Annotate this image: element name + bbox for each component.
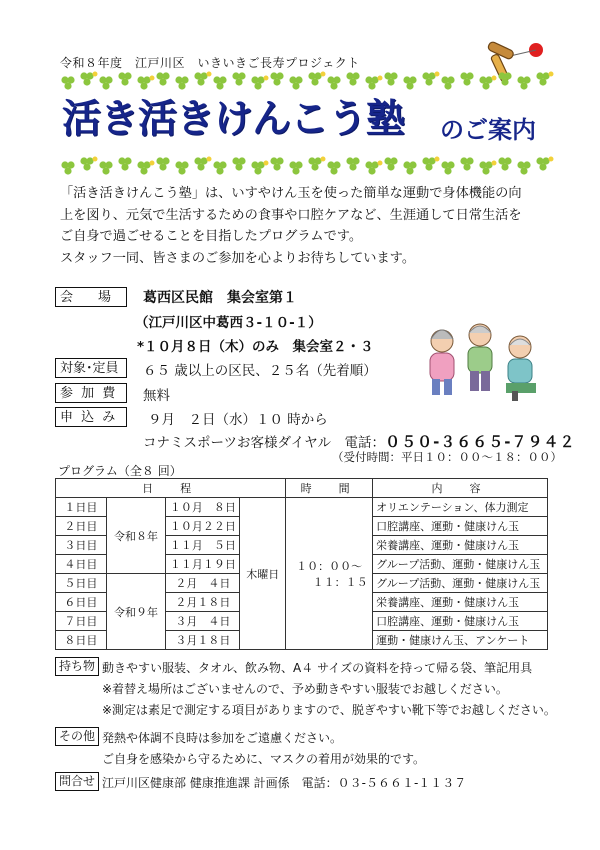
contact-label: 問合せ [55, 772, 99, 791]
clover-icon [403, 76, 416, 89]
content-cell: 栄養講座、運動・健康けん玉 [373, 536, 548, 555]
clover-icon [422, 72, 439, 86]
weekday-cell: 木曜日 [240, 498, 286, 650]
content-cell: 口腔講座、運動・健康けん玉 [373, 612, 548, 631]
date-cell: １０月 ８日 [166, 498, 240, 517]
clover-icon [384, 72, 397, 85]
clover-icon [99, 161, 112, 174]
day-number: １日目 [56, 498, 107, 517]
day-number: ３日目 [56, 536, 107, 555]
clover-icon [536, 157, 553, 171]
day-number: ５日目 [56, 574, 107, 593]
page-subtitle: のご案内 [440, 116, 536, 144]
clover-icon [365, 161, 382, 175]
clover-icon [517, 161, 530, 174]
dial-phone: ０５０-３６６５-７９４２ [385, 433, 576, 451]
clover-icon [137, 161, 154, 175]
clover-icon [156, 72, 169, 85]
year-cell: 令和９年 [106, 574, 166, 650]
clover-icon [460, 157, 473, 170]
clover-icon [270, 72, 283, 85]
bring-line: 動きやすい服装、タオル、飲み物、A４ サイズの資料を持って帰る袋、筆記用具 [102, 661, 533, 675]
clover-icon [156, 157, 169, 170]
day-number: ８日目 [56, 631, 107, 650]
clover-icon [327, 161, 340, 174]
clover-icon [498, 157, 511, 170]
bring-note: ※測定は素足で測定する項目がありますので、脱ぎやすい靴下等でお越しください。 [102, 703, 556, 717]
content-cell: オリエンテーション、体力測定 [373, 498, 548, 517]
bring-label: 持ち物 [55, 657, 99, 676]
apply-value: ９月 ２日（水）１０ 時から [148, 412, 328, 428]
venue-address: （江戸川区中葛西３-１０-１） [135, 315, 322, 331]
bring-note: ※着替え場所はございませんので、予め動きやすい服装でお越しください。 [102, 682, 508, 696]
bottom-vine-decoration [60, 155, 555, 177]
content-cell: グループ活動、運動・健康けん玉 [373, 574, 548, 593]
clover-icon [118, 72, 131, 85]
day-number: ２日目 [56, 517, 107, 536]
fee-label: 参 加 費 [55, 383, 127, 403]
clover-icon [194, 157, 211, 171]
venue-name: 葛西区民館 集会室第１ [143, 290, 297, 306]
contact-value: 江戸川区健康部 健康推進課 計画係 電話：０３-５６６１-１１３７ [102, 776, 467, 790]
clover-icon [175, 161, 188, 174]
clover-icon [270, 157, 283, 170]
year-cell: 令和８年 [106, 498, 166, 574]
clover-icon [213, 161, 226, 174]
program-caption: プログラム（全８ 回） [58, 464, 182, 478]
header-schedule: 日 程 [56, 479, 286, 498]
target-label: 対象･定員 [55, 358, 127, 378]
venue-label: 会 場 [55, 287, 127, 307]
clover-icon [232, 157, 245, 170]
dial-hours: （受付時間：平日１０：００～１８：００） [332, 450, 562, 464]
day-number: ６日目 [56, 593, 107, 612]
intro-line: スタッフ一同、皆さまのご参加を心よりお待ちしています。 [60, 250, 416, 266]
venue-note: *１０月８日（木）のみ 集会室２・３ [137, 339, 374, 355]
target-value: ６５ 歳以上の区民、２５名（先着順） [143, 363, 377, 379]
intro-line: 上を図り、元気で生活するための食事や口腔ケアなど、生涯通して日常生活を [60, 207, 522, 223]
date-cell: ３月 ４日 [166, 612, 240, 631]
clover-icon [61, 161, 74, 174]
clover-icon [460, 72, 473, 85]
clover-icon [118, 157, 131, 170]
program-table [55, 478, 548, 650]
header-content: 内 容 [373, 479, 548, 498]
day-number: ４日目 [56, 555, 107, 574]
intro-text [60, 183, 560, 269]
other-line: 発熱や体調不良時は参加をご遠慮ください。 [102, 731, 343, 745]
fee-value: 無料 [143, 388, 170, 404]
clover-icon [479, 76, 496, 90]
clover-icon [346, 157, 359, 170]
clover-icon [80, 72, 97, 86]
clover-icon [403, 161, 416, 174]
clover-icon [251, 161, 268, 175]
date-cell: １０月２２日 [166, 517, 240, 536]
other-line: ご自身を感染から守るために、マスクの着用が効果的です。 [102, 752, 426, 766]
date-cell: ２月 ４日 [166, 574, 240, 593]
date-cell: １１月１９日 [166, 555, 240, 574]
clover-icon [289, 161, 302, 174]
project-header: 令和８年度 江戸川区 いきいきご長寿プロジェクト [60, 56, 360, 70]
clover-icon [479, 161, 496, 175]
time-cell [286, 498, 373, 650]
date-cell: ３月１８日 [166, 631, 240, 650]
content-cell: 栄養講座、運動・健康けん玉 [373, 593, 548, 612]
clover-icon [308, 72, 325, 86]
elderly-people-illustration [420, 313, 550, 407]
header-time: 時 間 [286, 479, 373, 498]
intro-line: ご自身で過ごせることを目指したプログラムです。 [60, 229, 363, 244]
content-cell: 運動・健康けん玉、アンケート [373, 631, 548, 650]
clover-icon [441, 161, 454, 174]
day-number: ７日目 [56, 612, 107, 631]
clover-icon [384, 157, 397, 170]
clover-icon [80, 157, 97, 171]
table-header-row [56, 479, 548, 498]
table-row [56, 498, 548, 517]
clover-icon [498, 72, 511, 85]
page-title: 活き活きけんこう塾 [62, 97, 405, 142]
time-end: １１：１５ [312, 575, 368, 589]
clover-icon [536, 72, 553, 86]
other-label: その他 [55, 727, 99, 746]
apply-label: 申 込 み [55, 407, 127, 427]
date-cell: １１月 ５日 [166, 536, 240, 555]
clover-icon [232, 72, 245, 85]
dial-label: コナミスポーツお客様ダイヤル 電話： [143, 435, 386, 451]
time-start: １０：００～ [296, 559, 363, 573]
content-cell: 口腔講座、運動・健康けん玉 [373, 517, 548, 536]
content-cell: グループ活動、運動・健康けん玉 [373, 555, 548, 574]
clover-icon [441, 76, 454, 89]
clover-icon [422, 157, 439, 171]
clover-icon [517, 76, 530, 89]
clover-icon [308, 157, 325, 171]
date-cell: ２月１８日 [166, 593, 240, 612]
intro-line: 「活き活きけんこう塾」は、いすやけん玉を使った簡単な運動で身体機能の向 [60, 186, 522, 201]
clover-icon [194, 72, 211, 86]
clover-icon [346, 72, 359, 85]
